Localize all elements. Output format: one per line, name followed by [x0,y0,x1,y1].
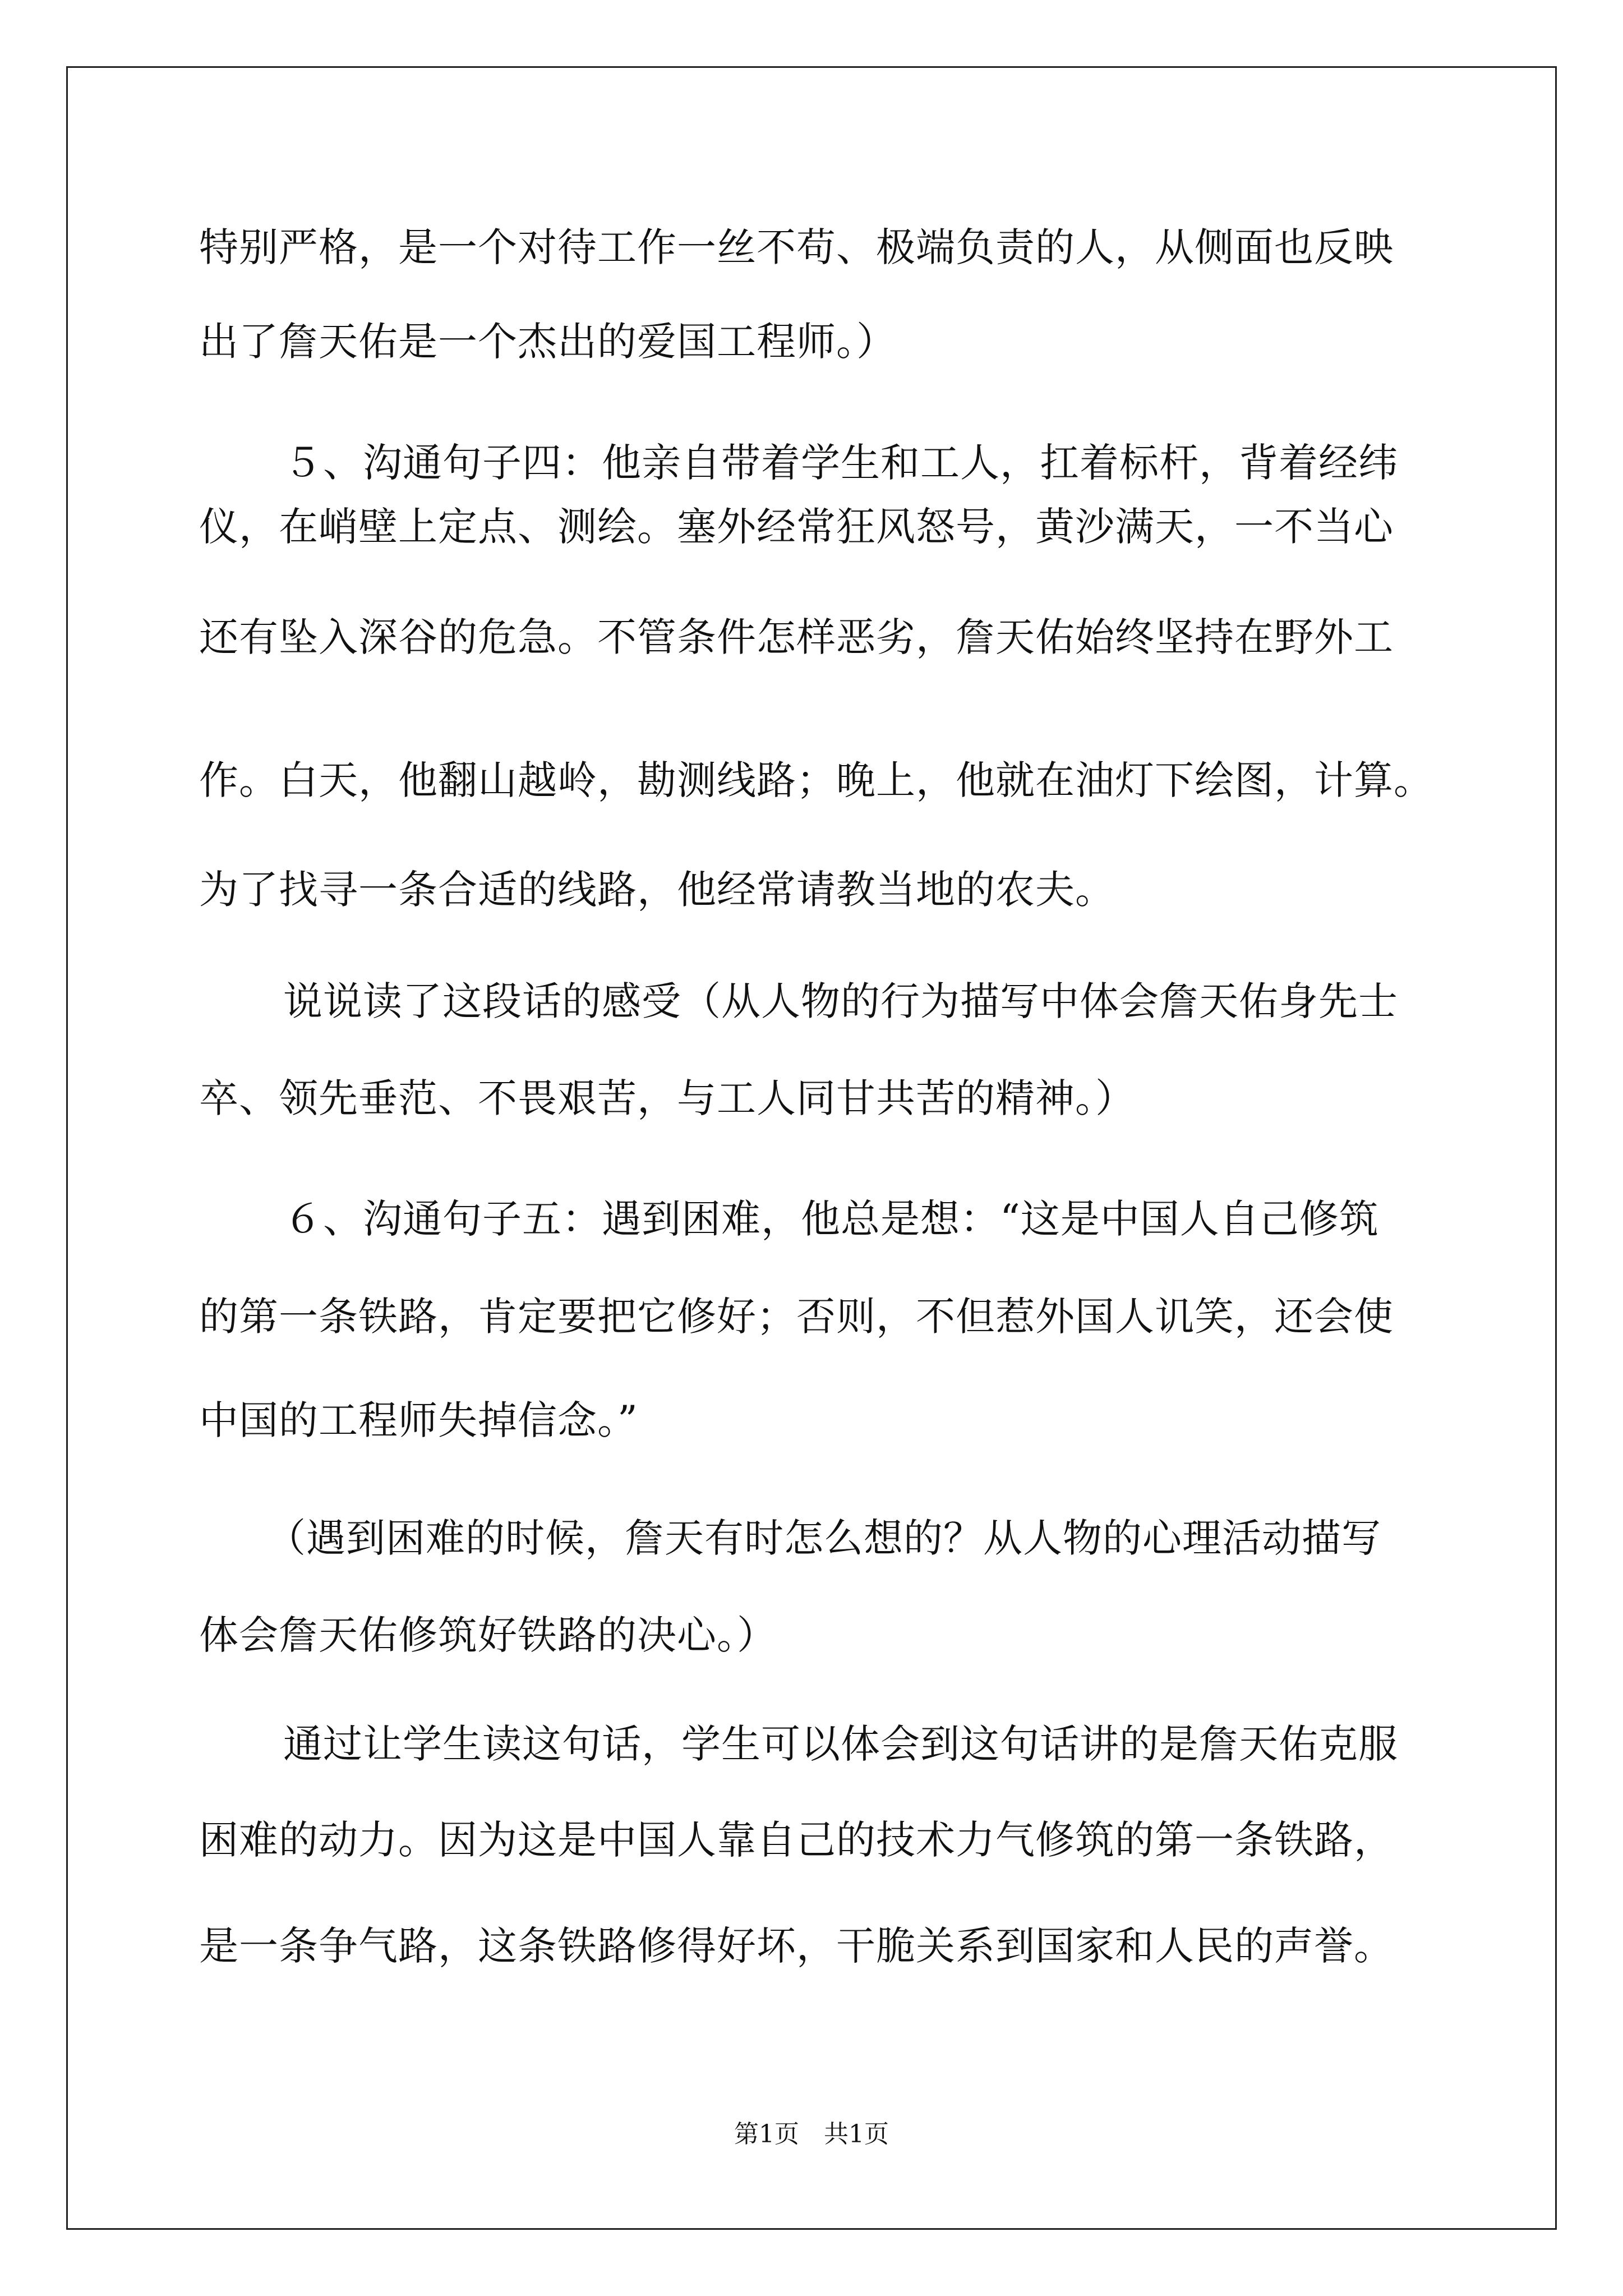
text-line: 是一条争气路，这条铁路修得好坏，干脆关系到国家和人民的声誉。 [199,1923,1394,1969]
text-line: 困难的动力。因为这是中国人靠自己的技术力气修筑的第一条铁路， [199,1817,1394,1863]
text-line: 通过让学生读这句话，学生可以体会到这句话讲的是詹天佑克服 [283,1721,1398,1767]
text-line: 还有坠入深谷的危急。不管条件怎样恶劣，詹天佑始终坚持在野外工 [199,614,1394,660]
text-line: ６、沟通句子五：遇到困难，他总是想：“这是中国人自己修筑 [283,1196,1379,1242]
text-line: 的第一条铁路，肯定要把它修好；否则，不但惹外国人讥笑，还会使 [199,1294,1394,1340]
page-number-footer: 第1页 共1页 [734,2120,889,2148]
text-line: 为了找寻一条合适的线路，他经常请教当地的农夫。 [199,867,1115,913]
text-line: 卒、领先垂范、不畏艰苦，与工人同甘共苦的精神。） [199,1075,1135,1121]
text-line: 说说读了这段话的感受（从人物的行为描写中体会詹天佑身先士 [283,978,1398,1024]
text-line: （遇到困难的时候，詹天有时怎么想的？从人物的心理活动描写 [266,1515,1381,1561]
page-border [66,66,1557,2230]
text-line: 体会詹天佑修筑好铁路的决心。） [199,1612,777,1658]
text-line: ５、沟通句子四：他亲自带着学生和工人，扛着标杆，背着经纬 [283,440,1398,486]
text-line: 中国的工程师失掉信念。” [199,1397,638,1443]
text-line: 出了詹天佑是一个杰出的爱国工程师。） [199,319,896,365]
text-line: 特别严格，是一个对待工作一丝不苟、极端负责的人，从侧面也反映 [199,224,1394,270]
text-line: 作。白天，他翻山越岭，勘测线路；晚上，他就在油灯下绘图，计算。 [199,757,1433,803]
text-line: 仪，在峭壁上定点、测绘。塞外经常狂风怒号，黄沙满天，一不当心 [199,504,1394,550]
